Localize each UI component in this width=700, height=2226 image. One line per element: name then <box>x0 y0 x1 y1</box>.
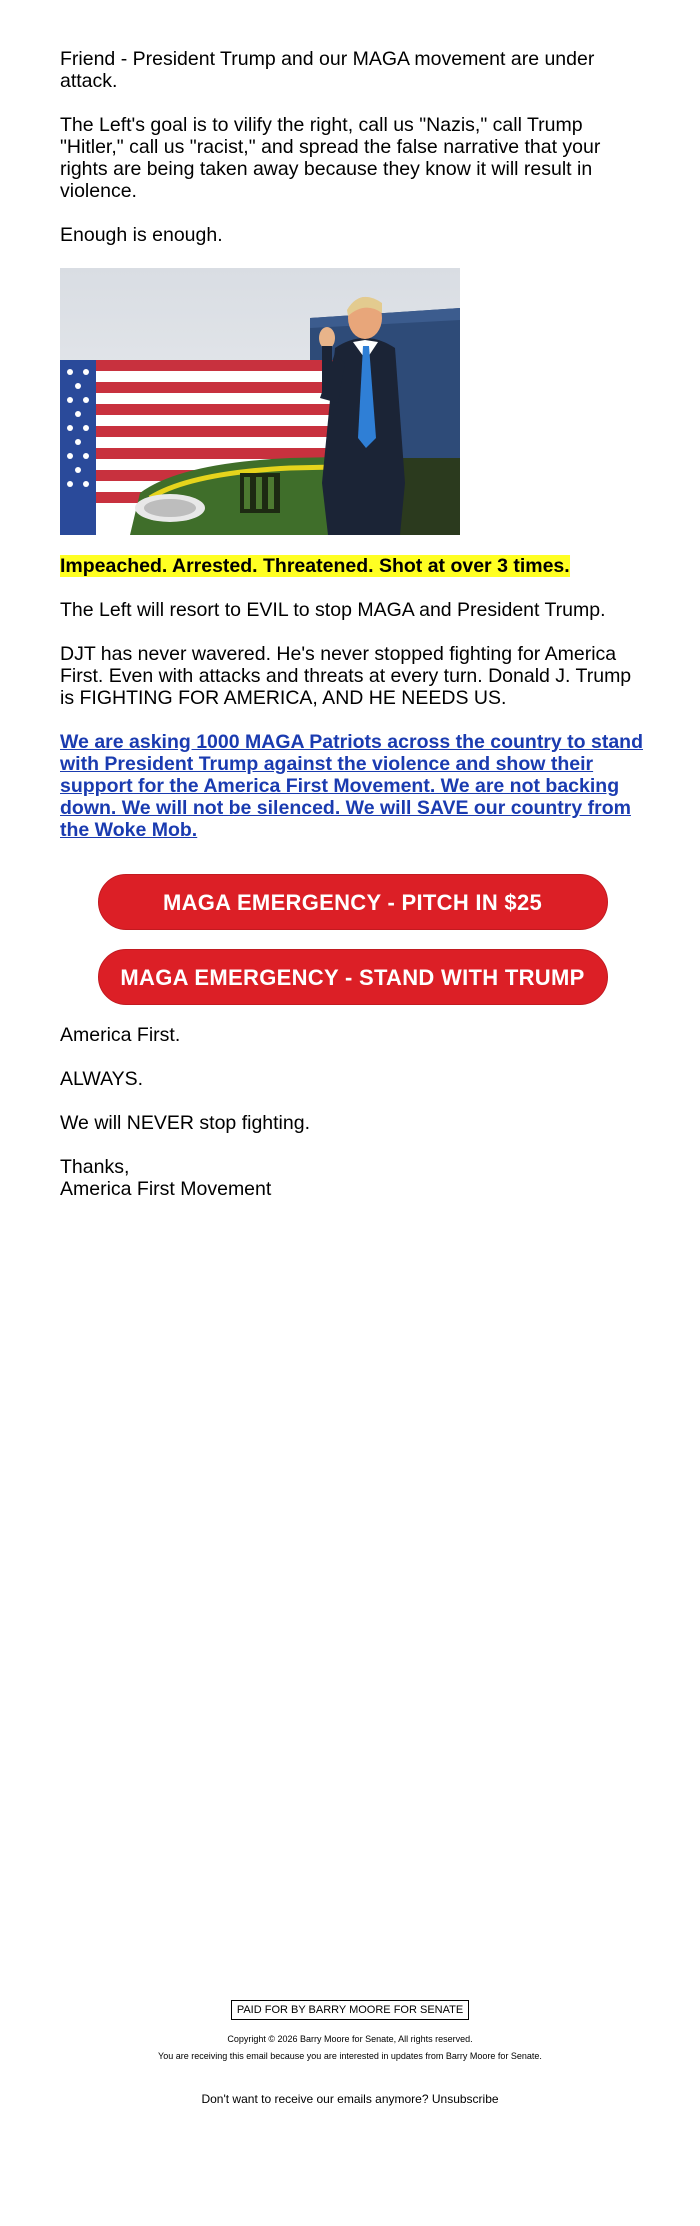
djt-paragraph: DJT has never wavered. He's never stopped fighting for America First. Even with attacks and threats at every turn. Donald J. Trump is FIGHTING FOR AMERICA, AND HE NEEDS US. <box>60 643 632 709</box>
signoff-text: Thanks, <box>60 1156 130 1178</box>
email-footer <box>0 2000 700 2106</box>
paid-for-disclaimer: PAID FOR BY BARRY MOORE FOR SENATE <box>231 2000 469 2020</box>
trump-photo <box>60 268 460 535</box>
signature-text: America First Movement <box>60 1178 272 1200</box>
subscription-reason: You are receiving this email because you are interested in updates from Barry Moore for Senate. <box>158 2051 542 2061</box>
closing-america-first: America First. <box>60 1024 181 1046</box>
copyright-text: Copyright © 2026 Barry Moore for Senate, All rights reserved. <box>227 2034 473 2044</box>
unsubscribe-link[interactable]: Don't want to receive our emails anymore? Unsubscribe <box>201 2092 499 2106</box>
unsubscribe-row <box>0 2092 700 2106</box>
intro-paragraph: The Left's goal is to vilify the right, call us "Nazis," call Trump "Hitler," call us "racist," and spread the false narrative that your rights are being taken away because they know it will result in violence. <box>60 114 601 202</box>
pitch-in-button[interactable]: MAGA EMERGENCY - PITCH IN $25 <box>98 874 608 930</box>
highlight-paragraph <box>60 555 645 577</box>
highlight-text: Impeached. Arrested. Threatened. Shot at over 3 times. <box>60 555 570 577</box>
support-link[interactable]: We are asking 1000 MAGA Patriots across the country to stand with President Trump against the violence and show their support for the America First Movement. We are not backing down. We will not be silenced. We will SAVE our country from the Woke Mob. <box>60 731 644 841</box>
greeting-text: Friend - President Trump and our MAGA movement are under attack. <box>60 48 595 92</box>
closing-always: ALWAYS. <box>60 1068 144 1090</box>
enough-paragraph: Enough is enough. <box>60 224 223 246</box>
stand-with-trump-button[interactable]: MAGA EMERGENCY - STAND WITH TRUMP <box>98 949 608 1005</box>
evil-paragraph: The Left will resort to EVIL to stop MAGA and President Trump. <box>60 599 606 621</box>
email-body <box>60 48 645 1222</box>
closing-never-stop: We will NEVER stop fighting. <box>60 1112 310 1134</box>
